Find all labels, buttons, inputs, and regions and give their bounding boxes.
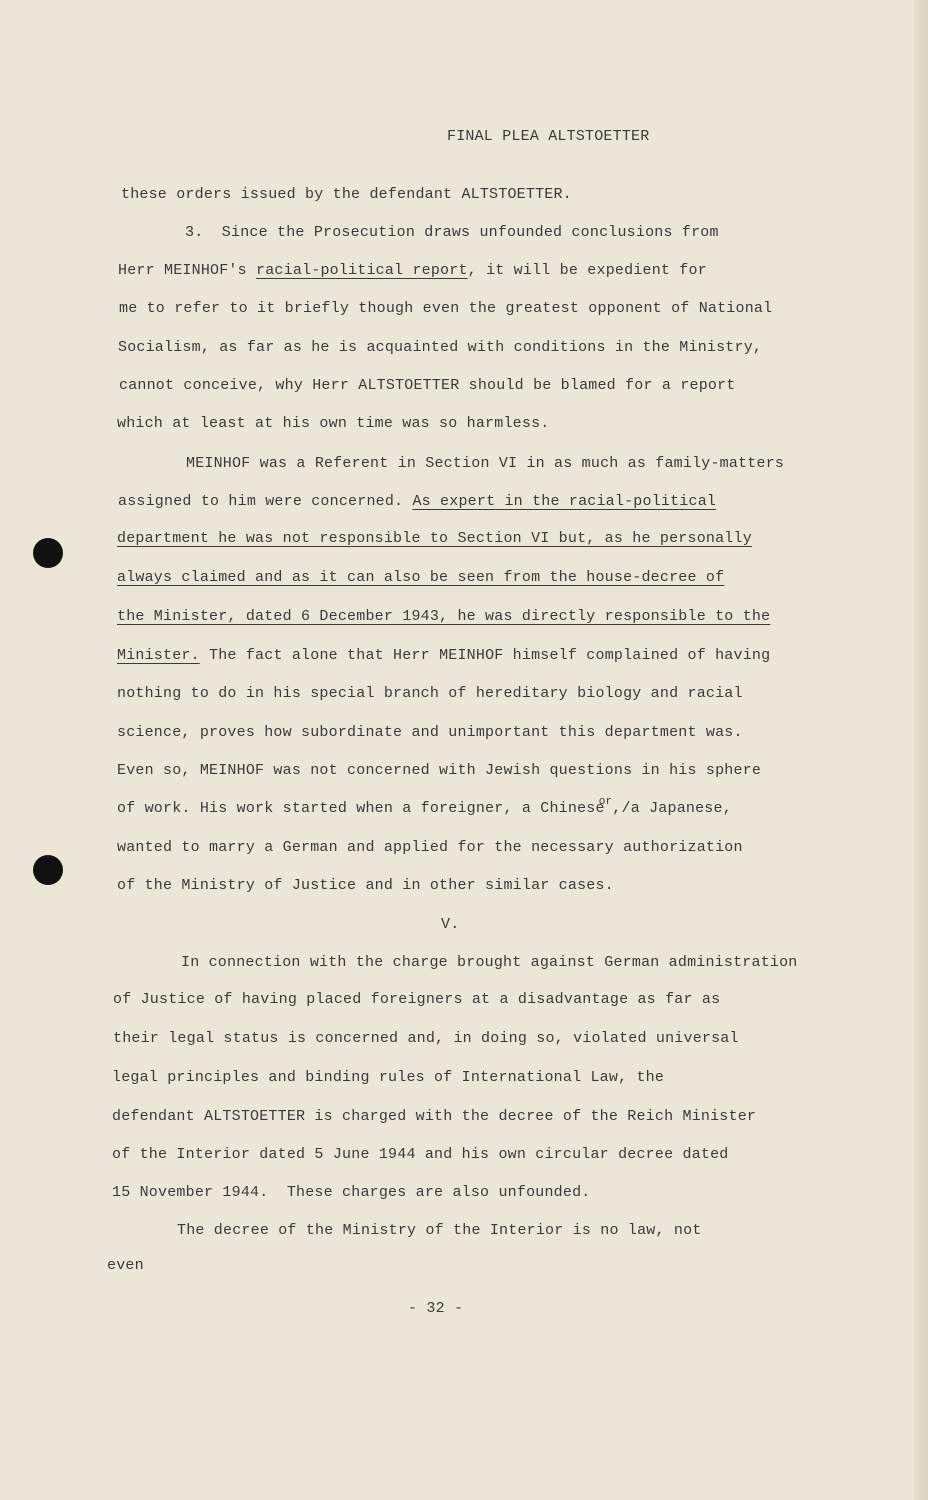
text-line: defendant ALTSTOETTER is charged with the decree of the Reich Minister [112, 1108, 757, 1125]
page-edge-shadow [914, 0, 928, 1500]
text-line: of the Interior dated 5 June 1944 and his own circular decree dated [112, 1146, 729, 1163]
text-line: assigned to him were concerned. As expert in the racial-political [118, 493, 717, 510]
text-line: Herr MEINHOF's racial-political report, it will be expedient for [118, 262, 707, 279]
text-line: their legal status is concerned and, in doing so, violated universal [113, 1030, 739, 1047]
text-line: Minister. The fact alone that Herr MEINHOF himself complained of having [117, 647, 771, 664]
underlined-phrase: Minister. [117, 647, 200, 664]
underlined-phrase: As expert in the racial-political [412, 493, 717, 510]
text-line: Even so, MEINHOF was not concerned with Jewish questions in his sphere [117, 762, 762, 779]
text-line: me to refer to it briefly though even the greatest opponent of National [119, 300, 773, 317]
text-line: The decree of the Ministry of the Interior is no law, not [177, 1222, 702, 1239]
underlined-text-line: the Minister, dated 6 December 1943, he was directly responsible to the [117, 608, 771, 625]
text-line: legal principles and binding rules of International Law, the [112, 1069, 665, 1086]
section-heading: V. [441, 916, 460, 933]
page-number: - 32 - [408, 1300, 464, 1317]
punch-hole-top [33, 538, 63, 568]
text-line: MEINHOF was a Referent in Section VI in as much as family-matters [186, 455, 785, 472]
text-line: of work. His work started when a foreigner, a Chinese$^{or}$,/a Japanese, [117, 796, 732, 817]
text-line: of the Ministry of Justice and in other similar cases. [117, 877, 614, 894]
text-line: wanted to marry a German and applied for the necessary authorization [117, 839, 743, 856]
punch-hole-bottom [33, 855, 63, 885]
text-line: science, proves how subordinate and unimportant this department was. [117, 724, 743, 741]
handwritten-insertion: or [598, 796, 613, 808]
running-header: FINAL PLEA ALTSTOETTER [447, 128, 650, 145]
text-line: which at least at his own time was so harmless. [117, 415, 550, 432]
underlined-text-line: always claimed and as it can also be seen from the house-decree of [117, 569, 725, 586]
text-line: 15 November 1944. These charges are also unfounded. [112, 1184, 591, 1201]
text-line: Socialism, as far as he is acquainted with conditions in the Ministry, [118, 339, 763, 356]
text-line: nothing to do in his special branch of hereditary biology and racial [117, 685, 743, 702]
text-line: 3. Since the Prosecution draws unfounded conclusions from [185, 224, 719, 241]
text-line: these orders issued by the defendant ALTSTOETTER. [121, 186, 572, 203]
text-line: even [107, 1257, 144, 1274]
underlined-text-line: department he was not responsible to Section VI but, as he personally [117, 530, 752, 547]
underlined-phrase: racial-political report [256, 262, 468, 279]
text-line: of Justice of having placed foreigners at a disadvantage as far as [113, 991, 721, 1008]
text-line: In connection with the charge brought against German administration [181, 954, 798, 971]
text-line: cannot conceive, why Herr ALTSTOETTER should be blamed for a report [119, 377, 736, 394]
